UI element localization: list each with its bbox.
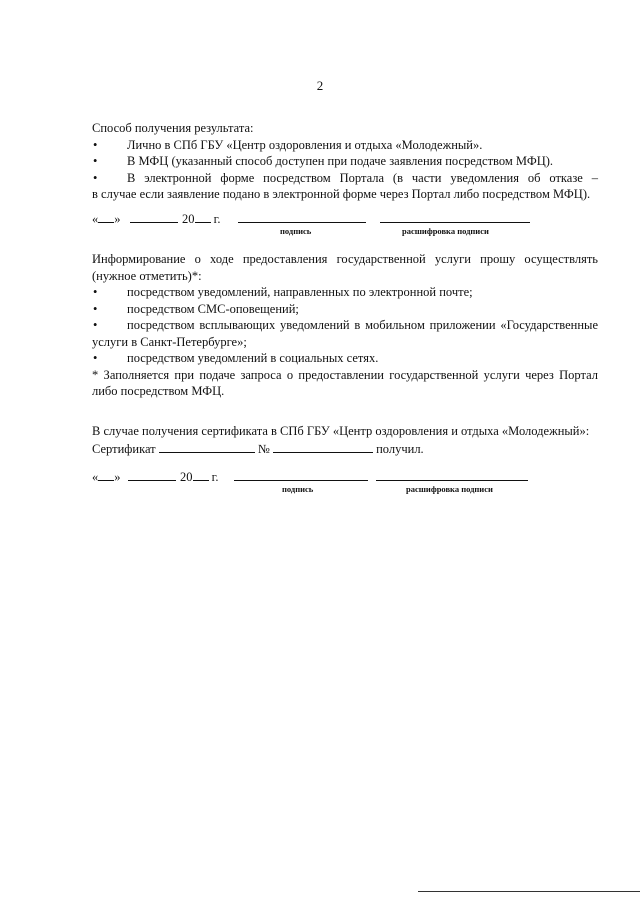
signature-decode-field[interactable] [380,210,530,223]
informing-heading: Информирование о ходе предоставления государственной услуги прошу осуществлять [92,252,598,266]
list-item[interactable] [92,284,598,301]
certificate-line [92,440,598,458]
result-method-option-mfc: В МФЦ (указанный способ доступен при подаче заявления посредством МФЦ). [127,154,554,168]
signature-field[interactable] [238,210,366,223]
certificate-heading: В случае получения сертификата в СПб ГБУ «Центр оздоровления и отдыха «Молодежный»: [92,424,590,438]
result-method-heading: Способ получения результата: [92,121,254,135]
bullet-marker: • [93,137,98,152]
informing-section [92,251,598,400]
result-method-section [92,120,598,203]
informing-heading-note: (нужное отметить)*: [92,268,202,283]
signature-caption: подпись [282,484,314,494]
certificate-name-field[interactable] [159,440,255,453]
certificate-label: Сертификат [92,441,156,456]
result-method-option-electronic: В электронной форме посредством Портала (в части уведомления об отказе – [127,170,598,185]
informing-option-mobile-app-continuation: услуги в Санкт-Петербурге»; [92,334,247,349]
informing-option-sms: посредством СМС-оповещений; [127,301,299,316]
date-year-field[interactable]: 20 г. [180,470,219,484]
date-day-field[interactable]: « » [92,212,121,226]
signature-field[interactable] [234,468,368,481]
bullet-marker: • [93,154,98,168]
certificate-section [92,423,598,457]
informing-option-social: посредством уведомлений в социальных сетях. [127,351,379,365]
list-item [92,170,598,187]
certificate-number-field[interactable] [273,440,373,453]
list-item[interactable] [92,301,598,318]
bullet-marker: • [93,318,98,332]
bullet-marker: • [93,301,98,316]
certificate-received-text: получил. [376,441,424,456]
list-item [92,153,598,170]
signature-decode-field[interactable] [376,468,528,481]
footnote-line-2: либо посредством МФЦ. [92,384,225,398]
bullet-marker: • [93,351,98,365]
date-year-field[interactable]: 20 г. [182,212,221,226]
list-item [92,137,598,154]
date-day-field[interactable]: « » [92,470,121,484]
signature-decode-caption: расшифровка подписи [402,226,489,236]
list-item[interactable] [92,317,598,334]
footnote-line-1: * Заполняется при подаче запроса о предоставлении государственной услуги через Портал [92,367,598,382]
informing-option-email: посредством уведомлений, направленных по электронной почте; [127,285,473,299]
signature-row-2 [92,468,598,498]
page-number: 2 [316,78,324,93]
result-method-option-in-person: Лично в СПб ГБУ «Центр оздоровления и отдыха «Молодежный». [127,137,483,152]
signature-caption: подпись [280,226,312,236]
certificate-number-sign: № [257,441,270,456]
date-month-field[interactable] [128,468,176,485]
signature-decode-caption: расшифровка подписи [406,484,493,494]
signature-row-1 [92,210,598,240]
date-month-field[interactable] [130,210,178,227]
result-method-continuation: в случае если заявление подано в электронной форме через Портал либо посредством МФЦ). [92,187,591,201]
bullet-marker: • [93,285,98,299]
bullet-marker: • [93,170,98,185]
informing-option-mobile-app: посредством всплывающих уведомлений в мобильном приложении «Государственные [127,318,598,332]
scan-edge-line [418,891,640,892]
list-item[interactable] [92,350,598,367]
